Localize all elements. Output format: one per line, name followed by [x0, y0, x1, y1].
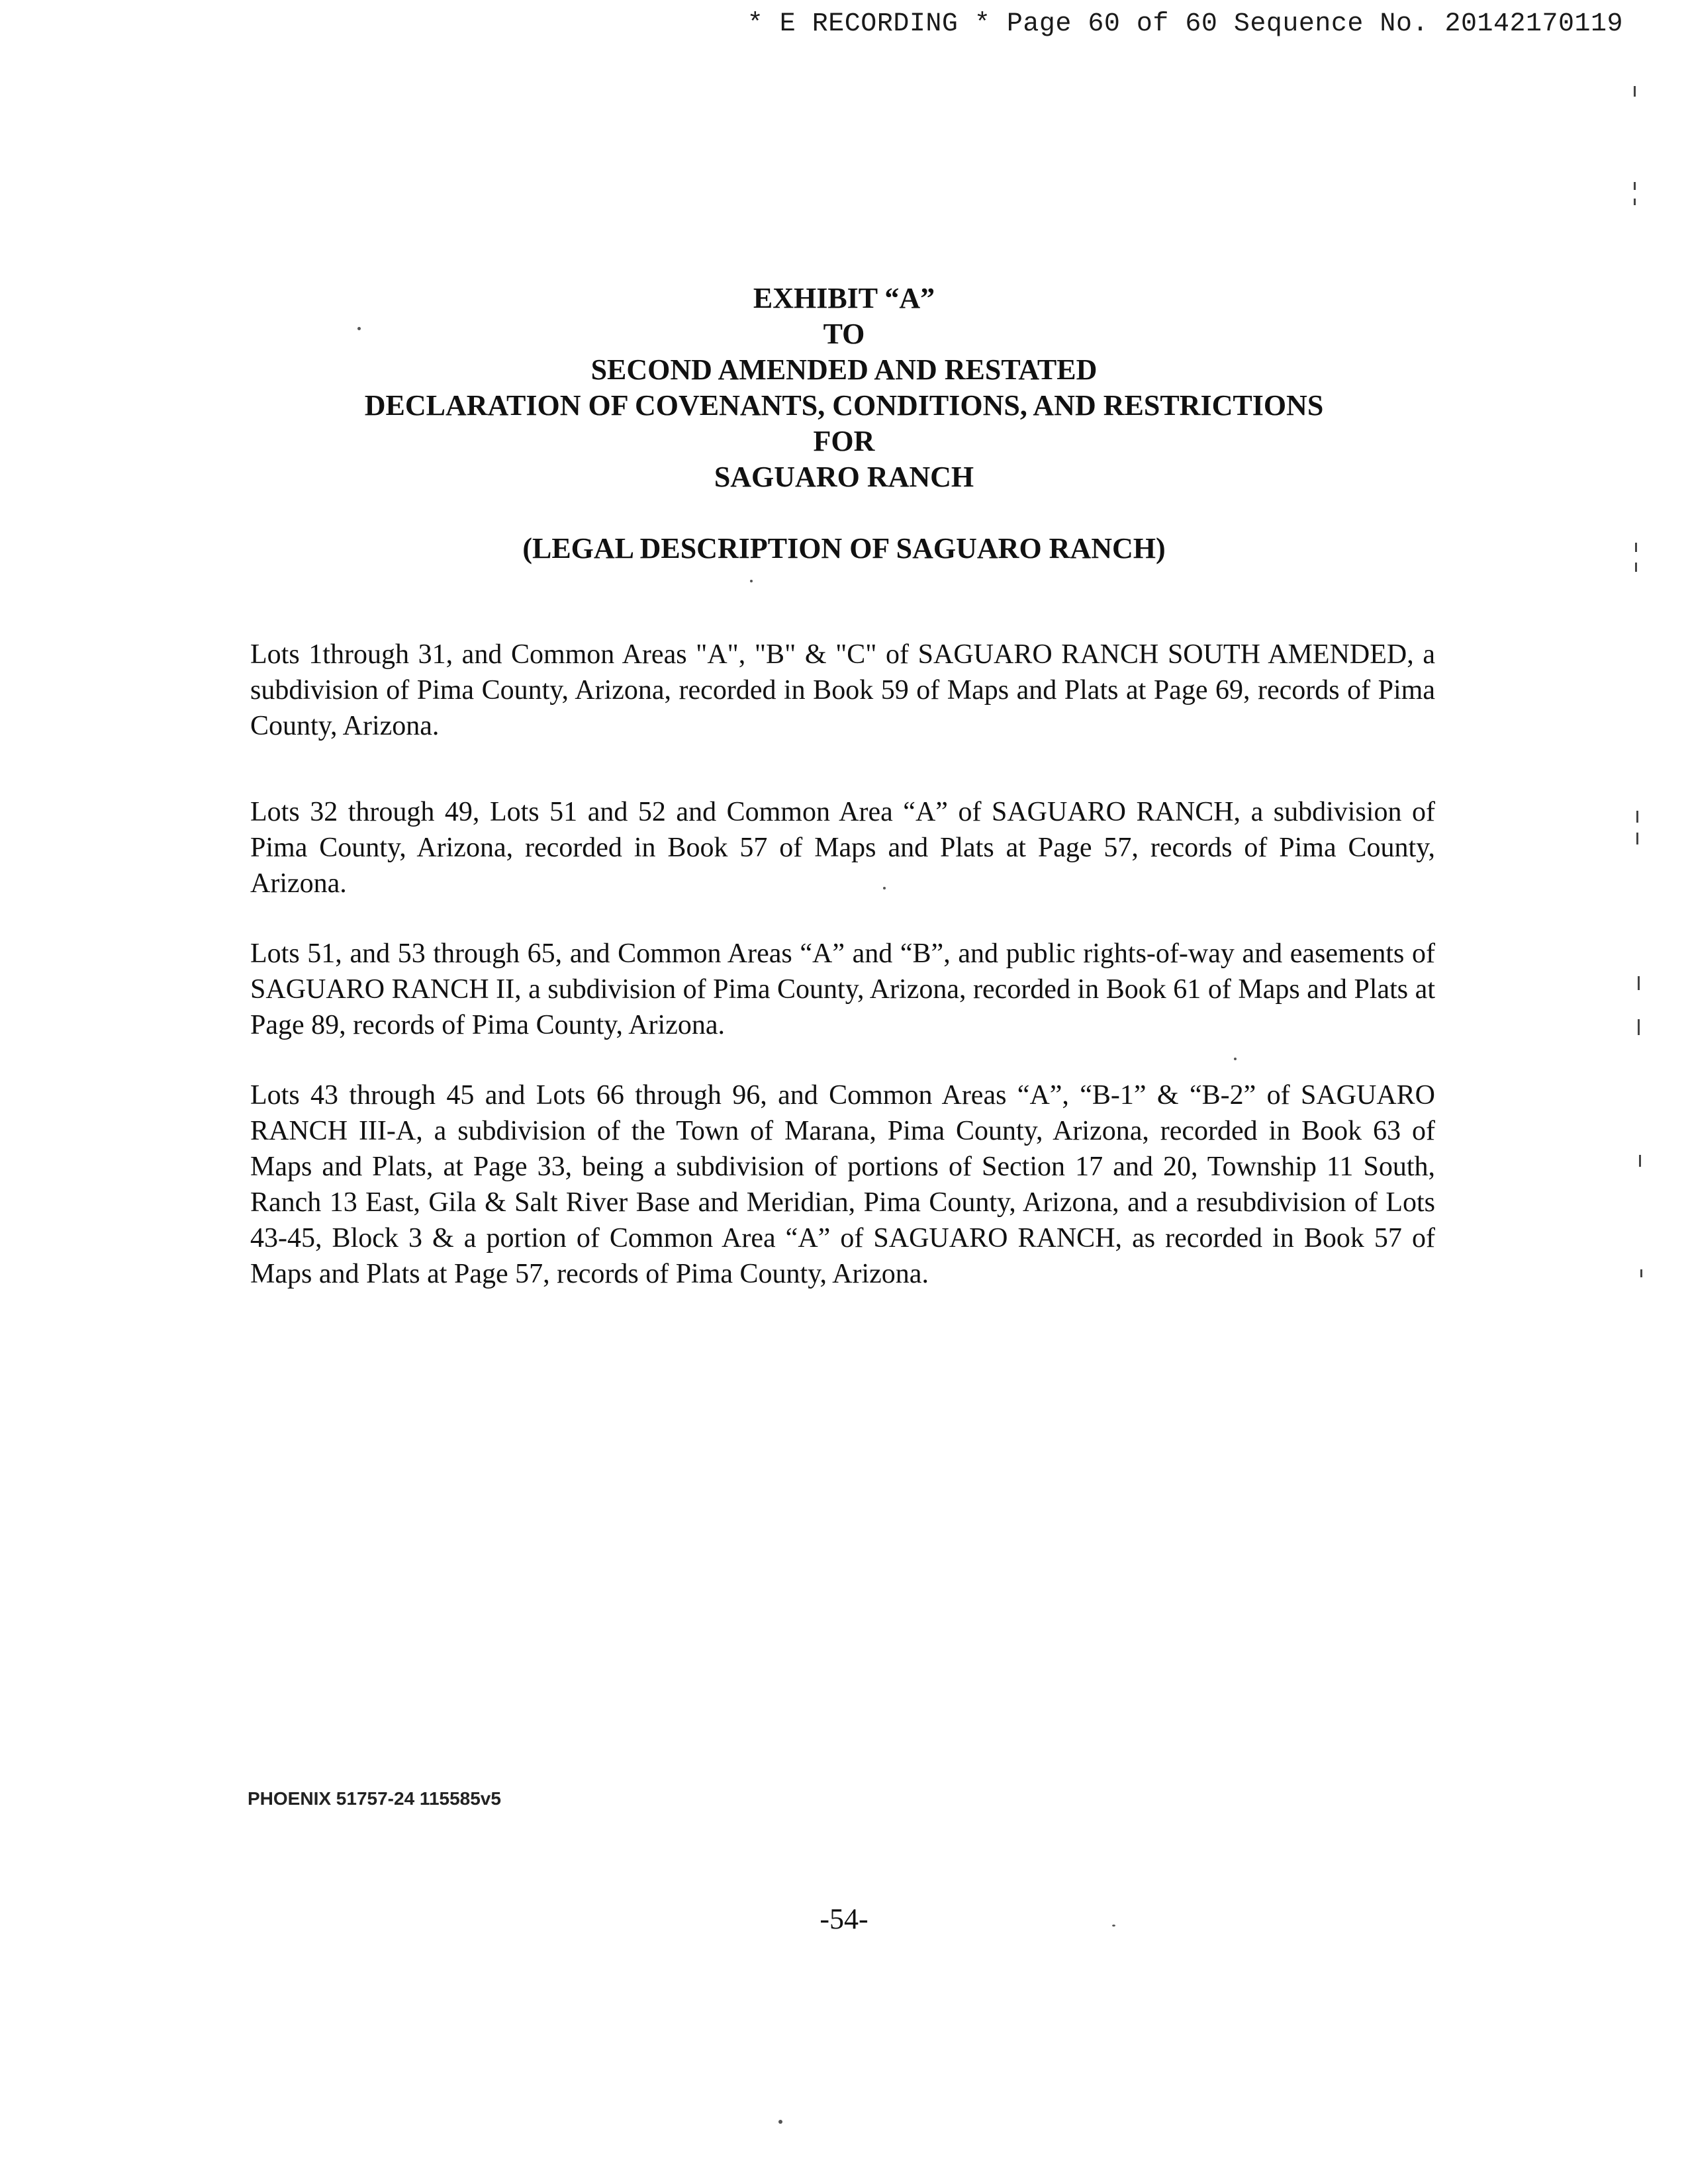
legal-paragraph: Lots 1through 31, and Common Areas "A", "B" & "C" of SAGUARO RANCH SOUTH AMENDED, a subdivision of Pima County, Arizona, recorded in Book 59 of Maps and Plats at Page 69, records of Pima County, Arizona.	[250, 639, 1435, 741]
scan-speck	[750, 580, 753, 582]
scan-speck	[1112, 1925, 1115, 1927]
legal-paragraph: Lots 32 through 49, Lots 51 and 52 and Common Area “A” of SAGUARO RANCH, a subdivision of Pima County, Arizona, recorded in Book 57 of Maps and Plats at Page 57, records of Pima County, Arizona.	[250, 797, 1435, 899]
scan-mark	[1634, 182, 1636, 190]
scan-speck	[1234, 1058, 1237, 1060]
legal-description-heading: (LEGAL DESCRIPTION OF SAGUARO RANCH)	[522, 532, 1166, 565]
title-line: TO	[823, 318, 865, 350]
legal-paragraph: Lots 43 through 45 and Lots 66 through 96, and Common Areas “A”, “B-1” & “B-2” of SAGUARO RANCH III-A, a subdivision of the Town of Marana, Pima County, Arizona, recorded in Book 63 of Maps and Plats, at Page 33, being a subdivision of portions of Section 17 and 20, Township 11 South, Ranch 13 East, Gila & Salt River Base and Meridian, Pima County, Arizona, and a resubdivision of Lots 43-45, Block 3 & a portion of Common Area “A” of SAGUARO RANCH, as recorded in Book 57 of Maps and Plats at Page 57, records of Pima County, Arizona.	[250, 1080, 1435, 1289]
title-line: FOR	[813, 425, 875, 457]
title-line: EXHIBIT “A”	[753, 282, 935, 314]
scan-speck	[883, 887, 886, 889]
title-line: SECOND AMENDED AND RESTATED	[590, 353, 1098, 386]
scan-mark	[1639, 1155, 1641, 1167]
legal-paragraph: Lots 51, and 53 through 65, and Common Areas “A” and “B”, and public rights-of-way and easements of SAGUARO RANCH II, a subdivision of Pima County, Arizona, recorded in Book 61 of Maps and Plats at Page 89, records of Pima County, Arizona.	[250, 938, 1435, 1040]
scan-mark	[1636, 811, 1638, 823]
document-id: PHOENIX 51757-24 115585v5	[248, 1788, 501, 1809]
scan-mark	[1635, 563, 1637, 572]
scan-mark	[1634, 199, 1636, 205]
recording-header: * E RECORDING * Page 60 of 60 Sequence No. 20142170119	[747, 9, 1623, 39]
exhibit-title	[0, 281, 1688, 495]
scan-speck	[778, 2120, 782, 2124]
scan-speck	[357, 327, 361, 330]
scan-mark	[1635, 543, 1637, 552]
title-line: SAGUARO RANCH	[714, 461, 974, 493]
scan-mark	[1638, 979, 1640, 990]
title-line: DECLARATION OF COVENANTS, CONDITIONS, AND RESTRICTIONS	[364, 389, 1324, 422]
scan-mark	[1636, 833, 1638, 844]
scan-mark	[1638, 1019, 1640, 1035]
scan-mark	[1640, 1269, 1642, 1277]
scan-mark	[1634, 86, 1636, 97]
page-number: -54-	[820, 1903, 868, 1935]
